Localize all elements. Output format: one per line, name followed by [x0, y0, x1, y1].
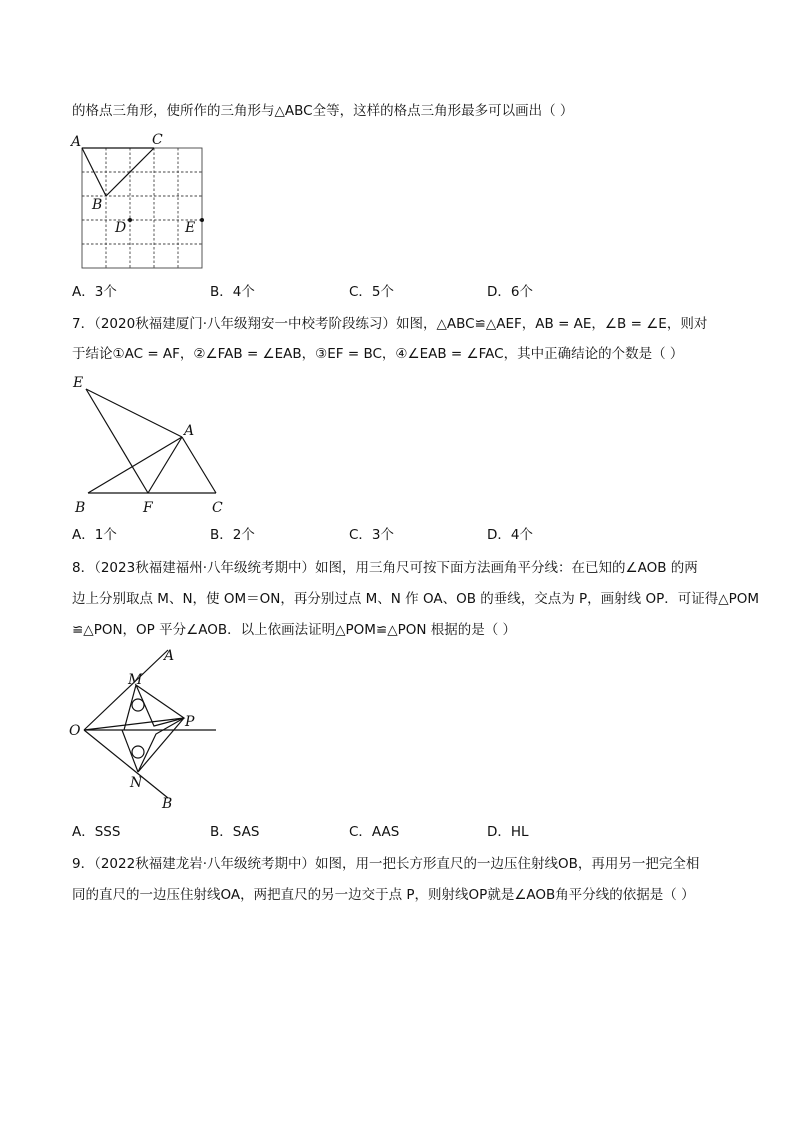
q8-label-b: B — [162, 796, 173, 812]
q7-label-f: F — [143, 500, 153, 516]
q8-text-line2: 边上分别取点 M、N，使 OM＝ON，再分别过点 M、N 作 OA、OB 的垂线，交点为 P，画射线 OP．可证得△POM — [72, 591, 760, 607]
q6-grid-figure — [70, 132, 210, 272]
q8-option-c[interactable]: C．AAS — [349, 824, 400, 840]
q7-label-b: B — [75, 500, 86, 516]
q8-option-d[interactable]: D．HL — [487, 824, 529, 840]
q7-label-c: C — [212, 500, 223, 516]
q7-text-line1: 7．（2020秋福建厦门·八年级翔安一中校考阶段练习）如图，△ABC≌△AEF，AB = AE，∠B = ∠E，则对 — [72, 316, 708, 332]
q7-option-c[interactable]: C．3个 — [349, 527, 395, 543]
q7-label-e: E — [73, 375, 84, 391]
q6-option-b[interactable]: B．4个 — [210, 284, 255, 300]
q6-text: 的格点三角形，使所作的三角形与△ABC全等，这样的格点三角形最多可以画出（ ） — [72, 103, 574, 119]
q8-label-a: A — [164, 648, 175, 664]
q9-text-line1: 9．（2022秋福建龙岩·八年级统考期中）如图，用一把长方形直尺的一边压住射线OB，再用另一把完全相 — [72, 856, 700, 872]
q8-text-line1: 8．（2023秋福建福州·八年级统考期中）如图，用三角尺可按下面方法画角平分线：在已知的∠AOB 的两 — [72, 560, 698, 576]
q8-label-n: N — [130, 775, 143, 791]
q6-label-c: C — [152, 132, 163, 148]
q6-label-d: D — [115, 220, 127, 236]
q7-option-a[interactable]: A．1个 — [72, 527, 117, 543]
q8-label-m: M — [128, 672, 143, 688]
q7-triangle-figure — [70, 372, 240, 517]
q8-text-line3: ≌△PON，OP 平分∠AOB．以上依画法证明△POM≌△PON 根据的是（ ） — [72, 622, 517, 638]
q7-option-d[interactable]: D．4个 — [487, 527, 533, 543]
q7-option-b[interactable]: B．2个 — [210, 527, 255, 543]
q8-angle-bisector-figure — [68, 648, 228, 813]
q7-label-a: A — [184, 423, 195, 439]
q6-option-d[interactable]: D．6个 — [487, 284, 533, 300]
q6-label-b: B — [92, 197, 103, 213]
q8-option-a[interactable]: A．SSS — [72, 824, 121, 840]
q6-label-e: E — [185, 220, 196, 236]
q8-option-b[interactable]: B．SAS — [210, 824, 260, 840]
q8-label-o: O — [69, 723, 81, 739]
q6-option-c[interactable]: C．5个 — [349, 284, 395, 300]
q8-label-p: P — [185, 714, 195, 730]
q9-text-line2: 同的直尺的一边压住射线OA，两把直尺的另一边交于点 P，则射线OP就是∠AOB角平分线的依据是（ ） — [72, 887, 695, 903]
q6-option-a[interactable]: A．3个 — [72, 284, 117, 300]
q7-text-line2: 于结论①AC = AF，②∠FAB = ∠EAB，③EF = BC，④∠EAB = ∠FAC，其中正确结论的个数是（ ） — [72, 346, 684, 362]
q6-label-a: A — [71, 134, 82, 150]
